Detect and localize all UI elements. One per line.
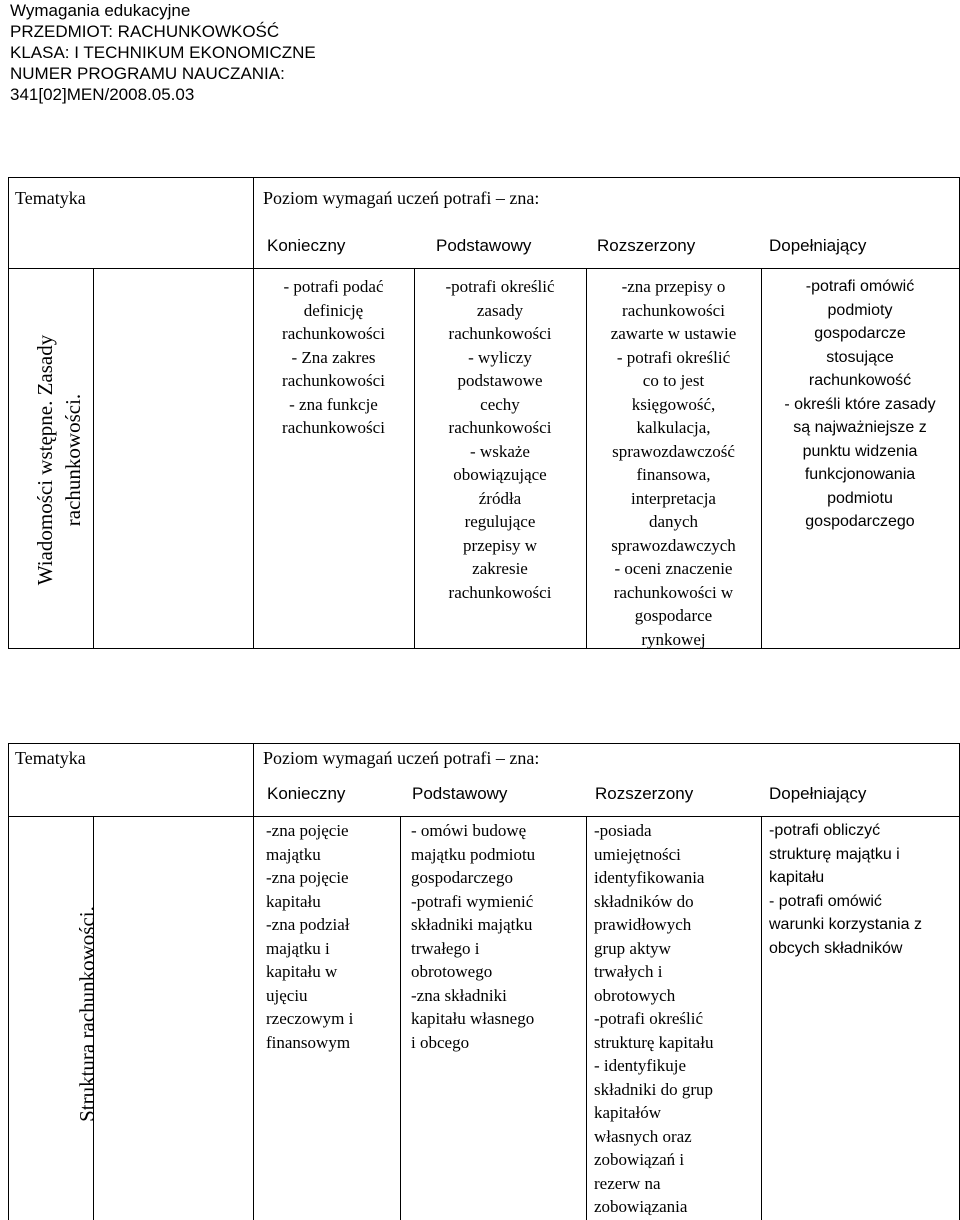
- level-title: Poziom wymagań uczeń potrafi – zna:: [263, 748, 540, 768]
- rozszerzony-cell: -zna przepisy o rachunkowości zawarte w ustawie - potrafi określić co to jest księgowość, kalkulacja, sprawozdawczość finansowa, interpretacja danych sprawozdawczych - oceni znaczenie rachunkowości w gospodarce rynkowej: [610, 277, 737, 649]
- konieczny-cell: - potrafi podać definicję rachunkowości - Zna zakres rachunkowości - zna funkcje rachunkowości: [282, 277, 385, 437]
- requirements-table-1: [8, 177, 960, 649]
- topic-header: Tematyka: [15, 748, 86, 768]
- level-rozszerzony: Rozszerzony: [595, 784, 694, 803]
- topic-cell: Struktura rachunkowości.: [75, 906, 99, 1122]
- level-dopelniajacy: Dopełniający: [769, 236, 867, 255]
- header-program-number: 341[02]MEN/2008.05.03: [10, 85, 195, 104]
- konieczny-cell: -zna pojęcie majątku -zna pojęcie kapitału -zna podział majątku i kapitału w ujęciu rzeczowym i finansowym: [266, 821, 354, 1052]
- document-header: [10, 0, 316, 105]
- level-title: Poziom wymagań uczeń potrafi – zna:: [263, 188, 540, 208]
- level-konieczny: Konieczny: [267, 236, 346, 255]
- dopelniajacy-cell: -potrafi obliczyć strukturę majątku i kapitału - potrafi omówić warunki korzystania z obcych składników: [769, 822, 922, 957]
- header-program-label: NUMER PROGRAMU NAUCZANIA:: [10, 64, 285, 83]
- level-dopelniajacy: Dopełniający: [769, 784, 867, 803]
- header-title: Wymagania edukacyjne: [10, 1, 191, 20]
- rozszerzony-cell: -posiada umiejętności identyfikowania składników do prawidłowych grup aktyw trwałych i obrotowych -potrafi określić strukturę kapitału - identyfikuje składniki do grup kapitałów własnych oraz zobowiązań i rezerw na zobowiązania: [594, 821, 714, 1216]
- level-podstawowy: Podstawowy: [436, 236, 532, 255]
- level-podstawowy: Podstawowy: [412, 784, 508, 803]
- level-rozszerzony: Rozszerzony: [597, 236, 696, 255]
- podstawowy-cell: - omówi budowę majątku podmiotu gospodarczego -potrafi wymienić składniki majątku trwałego i obrotowego -zna składniki kapitału własnego i obcego: [411, 821, 536, 1052]
- header-class: KLASA: I TECHNIKUM EKONOMICZNE: [10, 43, 316, 62]
- level-konieczny: Konieczny: [267, 784, 346, 803]
- podstawowy-cell: -potrafi określić zasady rachunkowości - wyliczy podstawowe cechy rachunkowości - wskaże obowiązujące źródła regulujące przepisy w zakresie rachunkowości: [445, 277, 555, 602]
- header-subject: PRZEDMIOT: RACHUNKOWKOŚĆ: [10, 22, 280, 41]
- requirements-table-2: [8, 743, 960, 1220]
- topic-cell: Wiadomości wstępne. Zasady rachunkowości.: [33, 334, 85, 586]
- dopelniajacy-cell: -potrafi omówić podmioty gospodarcze stosujące rachunkowość - określi które zasady są najważniejsze z punktu widzenia funkcjonowania podmiotu gospodarczego: [784, 278, 936, 530]
- topic-header: Tematyka: [15, 188, 86, 208]
